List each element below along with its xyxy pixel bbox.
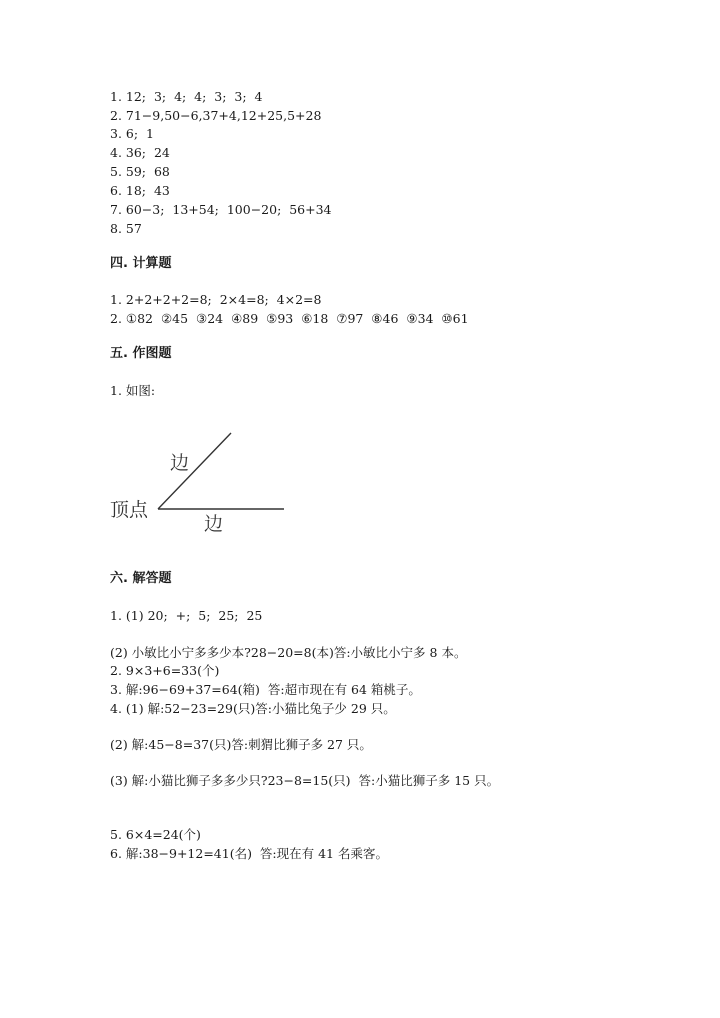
angle-side-upper xyxy=(158,433,231,509)
answer-line: 1. 12; 3; 4; 4; 3; 3; 4 xyxy=(110,89,263,104)
answer-line: 5. 59; 68 xyxy=(110,164,170,179)
answer-line: 1. (1) 20; +; 5; 25; 25 xyxy=(110,608,263,623)
answer-line: 3. 6; 1 xyxy=(110,126,154,141)
answer-line: 6. 18; 43 xyxy=(110,183,170,198)
answer-line: (2) 解:45−8=37(只)答:刺猬比狮子多 27 只。 xyxy=(110,737,372,752)
answer-line: (3) 解:小猫比狮子多多少只?23−8=15(只) 答:小猫比狮子多 15 只。 xyxy=(110,773,500,788)
answer-line: 5. 6×4=24(个) xyxy=(110,827,201,842)
side-label-upper: 边 xyxy=(170,452,190,474)
angle-figure xyxy=(100,425,300,540)
vertex-label: 顶点 xyxy=(110,499,149,521)
answer-line: 2. 9×3+6=33(个) xyxy=(110,663,220,678)
answer-line: 3. 解:96−69+37=64(箱) 答:超市现在有 64 箱桃子。 xyxy=(110,682,421,697)
answer-line: (2) 小敏比小宁多多少本?28−20=8(本)答:小敏比小宁多 8 本。 xyxy=(110,645,467,660)
section-heading: 五. 作图题 xyxy=(110,346,172,361)
answer-line: 2. 71−9,50−6,37+4,12+25,5+28 xyxy=(110,108,322,123)
section-heading: 四. 计算题 xyxy=(110,256,172,271)
answer-line: 6. 解:38−9+12=41(名) 答:现在有 41 名乘客。 xyxy=(110,846,388,861)
answer-line: 2. ①82 ②45 ③24 ④89 ⑤93 ⑥18 ⑦97 ⑧46 ⑨34 ⑩61 xyxy=(110,311,469,326)
answer-line: 8. 57 xyxy=(110,221,142,236)
side-label-lower: 边 xyxy=(204,513,224,535)
answer-line: 7. 60−3; 13+54; 100−20; 56+34 xyxy=(110,202,332,217)
answer-line: 1. 2+2+2+2=8; 2×4=8; 4×2=8 xyxy=(110,292,322,307)
answer-line: 4. (1) 解:52−23=29(只)答:小猫比兔子少 29 只。 xyxy=(110,701,396,716)
answer-line: 4. 36; 24 xyxy=(110,145,170,160)
answer-line: 1. 如图: xyxy=(110,383,156,398)
section-heading: 六. 解答题 xyxy=(110,571,172,586)
